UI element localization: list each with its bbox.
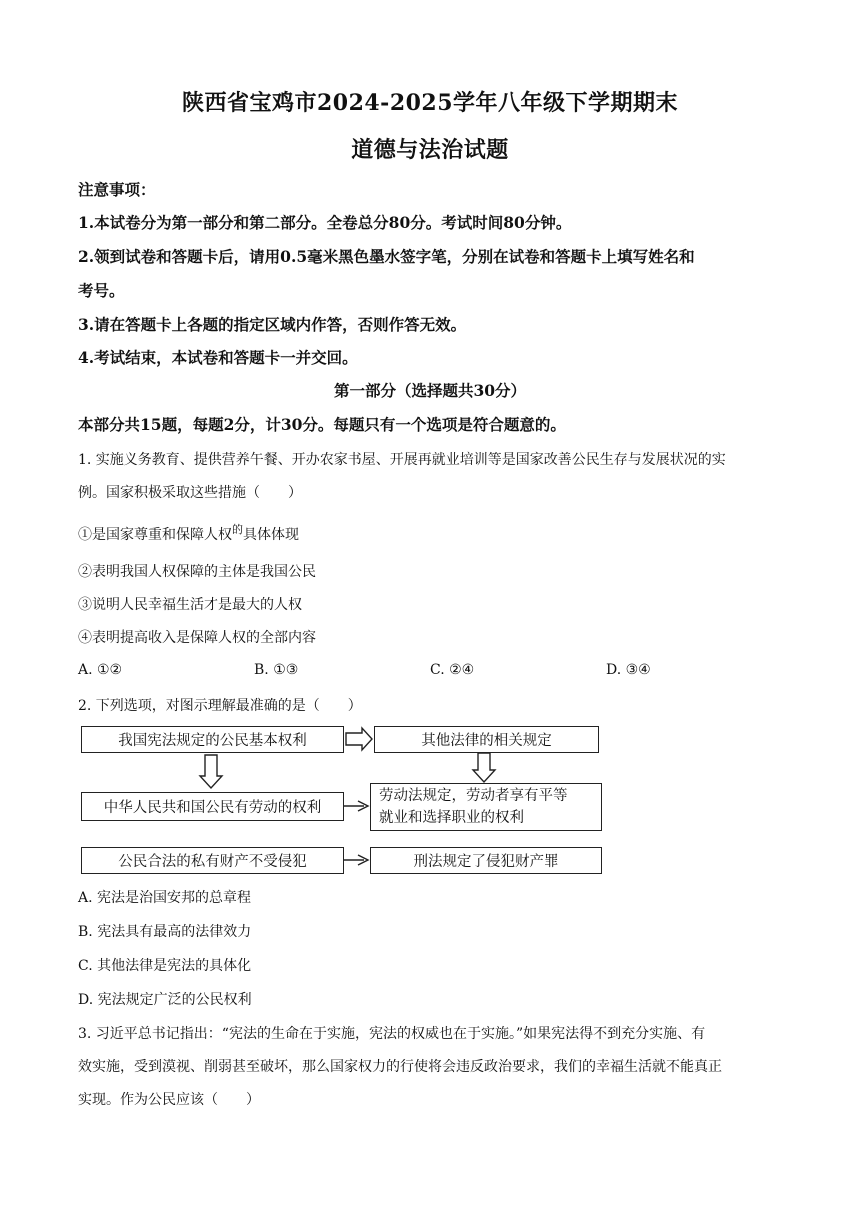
box-label: 公民合法的私有财产不受侵犯: [118, 854, 307, 870]
arrow-down-icon: [200, 755, 222, 788]
diagram-box-other-laws: [374, 726, 599, 753]
notice-item-1: 1.本试卷分为第一部分和第二部分。全卷总分80分。考试时间80分钟。: [78, 213, 572, 232]
diagram-box-private-property: [81, 847, 344, 874]
q1-option-d[interactable]: D. ③④: [606, 662, 651, 678]
box-label: 中华人民共和国公民有劳动的权利: [103, 800, 322, 816]
q1-statement-2: ②表明我国人权保障的主体是我国公民: [78, 564, 316, 580]
q1-option-b[interactable]: B. ①③: [254, 662, 299, 678]
exam-title-line2: 道德与法治试题: [351, 137, 509, 163]
q1-statement-3: ③说明人民幸福生活才是最大的人权: [78, 597, 302, 613]
notice-item-3: 3.请在答题卡上各题的指定区域内作答，否则作答无效。: [78, 315, 467, 334]
box-label: 我国宪法规定的公民基本权利: [118, 733, 307, 749]
part1-intro: 本部分共15题，每题2分，计30分。每题只有一个选项是符合题意的。: [78, 415, 566, 434]
q2-option-a[interactable]: A. 宪法是治国安邦的总章程: [78, 890, 252, 906]
q1-stem-line2: 例。国家积极采取这些措施（ ）: [78, 485, 302, 501]
notice-heading: 注意事项：: [78, 180, 156, 199]
q1-statement-1-sup: 的: [232, 523, 243, 536]
q2-option-c[interactable]: C. 其他法律是宪法的具体化: [78, 958, 252, 974]
q1-option-c[interactable]: C. ②④: [430, 662, 475, 678]
notice-item-2: 2.领到试卷和答题卡后，请用0.5毫米黑色墨水签字笔，分别在试卷和答题卡上填写姓名和: [78, 247, 695, 266]
q1-stem-line1: 1. 实施义务教育、提供营养午餐、开办农家书屋、开展再就业培训等是国家改善公民生存与发展状况的实: [78, 452, 726, 468]
q3-stem-line3: 实现。作为公民应该（ ）: [78, 1092, 260, 1108]
arrow-right-icon: [346, 728, 372, 750]
q3-stem-line2: 效实施，受到漠视、削弱甚至破坏，那么国家权力的行使将会违反政治要求，我们的幸福生活就不能真正: [78, 1059, 722, 1075]
part1-heading: 第一部分（选择题共30分）: [333, 381, 527, 400]
arrow-down-icon: [473, 753, 495, 782]
diagram-box-labor-right: [81, 792, 344, 821]
box-label-line2: 就业和选择职业的权利: [379, 810, 524, 826]
diagram-box-criminal-law: [370, 847, 602, 874]
box-label: 其他法律的相关规定: [421, 733, 552, 749]
q1-statement-1-a: ①是国家尊重和保障人权: [78, 527, 232, 543]
q2-option-b[interactable]: B. 宪法具有最高的法律效力: [78, 924, 252, 940]
box-label-line1: 劳动法规定，劳动者享有平等: [379, 788, 568, 804]
diagram-box-labor-law: [370, 783, 602, 831]
notice-item-4: 4.考试结束，本试卷和答题卡一并交回。: [78, 348, 358, 367]
q1-statement-4: ④表明提高收入是保障人权的全部内容: [78, 630, 316, 646]
q1-option-a[interactable]: A. ①②: [78, 662, 123, 678]
q3-stem-line1: 3. 习近平总书记指出：“宪法的生命在于实施，宪法的权威也在于实施。”如果宪法得不到充分实施、有: [78, 1026, 706, 1042]
q2-option-d[interactable]: D. 宪法规定广泛的公民权利: [78, 992, 252, 1008]
diagram-box-constitution-rights: [81, 726, 344, 753]
box-label: 刑法规定了侵犯财产罪: [413, 854, 559, 870]
exam-title-line1: 陕西省宝鸡市2024-2025学年八年级下学期期末: [181, 90, 679, 116]
q1-statement-1-b: 具体体现: [243, 527, 299, 543]
q2-stem: 2. 下列选项，对图示理解最准确的是（ ）: [78, 698, 362, 714]
notice-item-2-cont: 考号。: [78, 281, 125, 300]
